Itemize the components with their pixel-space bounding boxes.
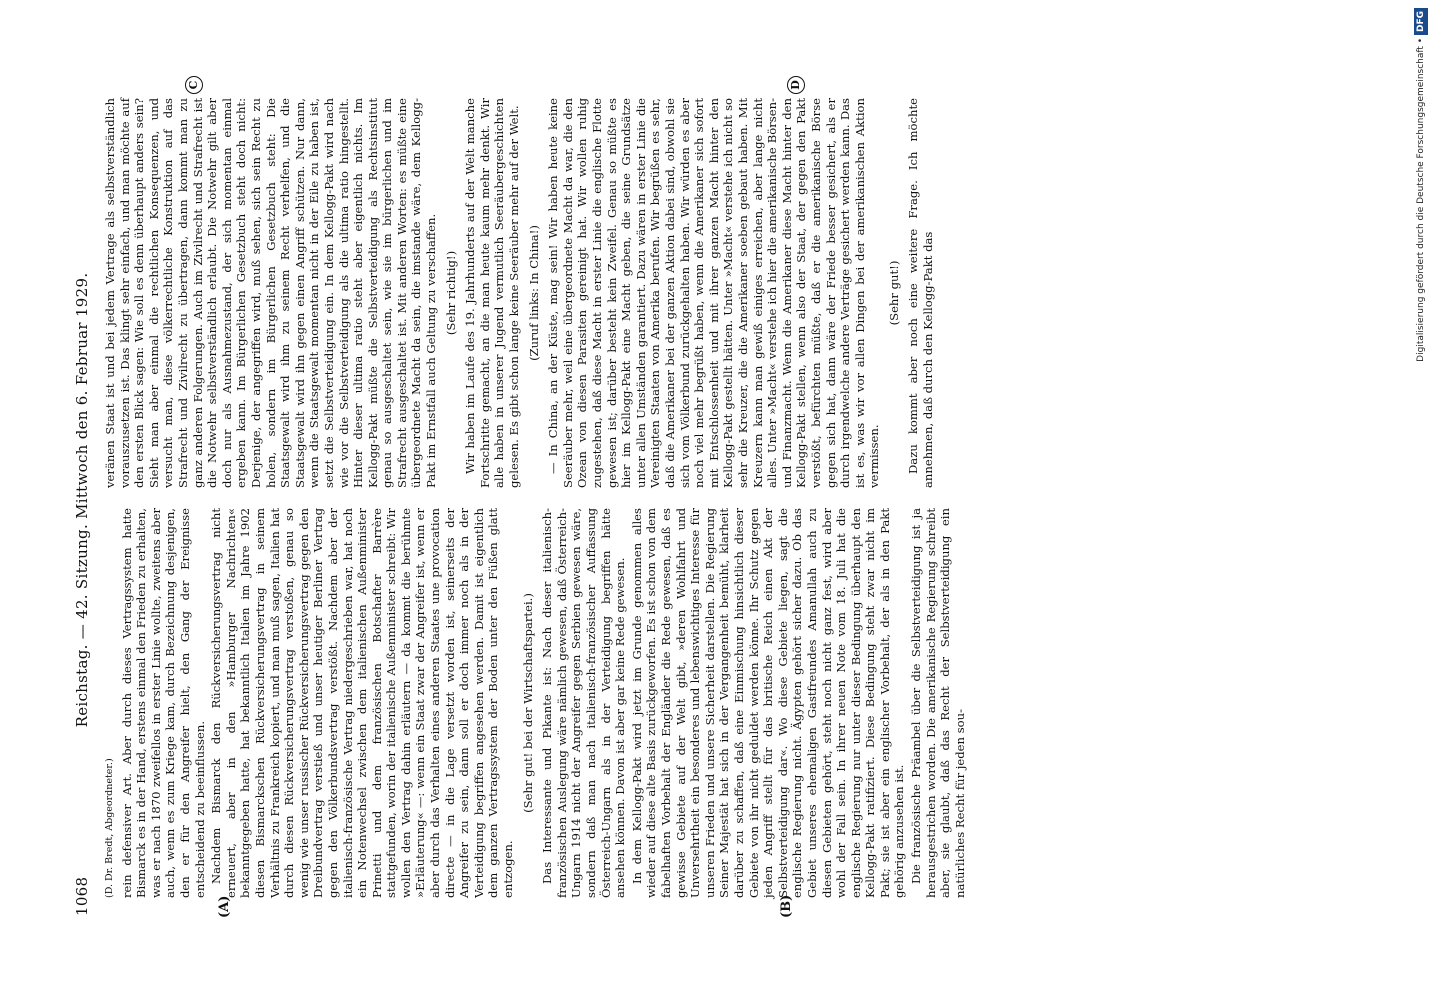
paragraph: — In China, an der Küste, mag sein! Wir haben heute keine Seeräuber mehr, weil eine übergeordnete Macht da war, die den Ozean von diesen Parasiten gereinigt hat. Wir wollen ruhig zugestehen, daß diese Macht in erster Linie die englische Flotte gewesen ist; darüber besteht kein Zweifel. Genau so müßte es hier im Kellogg-Pakt eine Macht geben, die seine Grundsätze unter allen Umständen garantiert. Dazu wären in erster Linie die Vereinigten Staaten von Amerika berufen. Wir begrüßen es sehr, daß die Amerikaner bei der ganzen Aktion dabei sind, obwohl sie sich vom Völkerbund zurückgehalten haben. Wir würden es aber noch viel mehr begrüßt haben, wenn die Amerikaner sich sofort mit Entschlossenheit und mit ihrer ganzen Macht hinter den Kellogg-Pakt gestellt hätten. Unter »Macht« verstehe ich nicht so sehr die Kreuzer, die die Amerikaner soeben gebaut haben. Mit Kreuzern kann man gewiß einiges erreichen, aber lange nicht alles. Unter »Macht« verstehe ich hier die amerikanische Börsen- und Finanzmacht. Wenn die Amerikaner diese Macht hinter den Kellogg-Pakt stellen, wenn also der Staat, der gegen den Pakt verstößt, befürchten müßte, daß er die amerikanische Börse gegen sich hat, dann wäre der Friede besser gesichert, als er durch irgendwelche andere Verträge gesichert werden kann. Das ist es, was wir vor allen Dingen bei der amerikanischen Aktion vermissen. (546, 98, 882, 488)
paragraph: In dem Kellogg-Pakt wird jetzt im Grunde genommen alles wieder auf diese alte Basis zurückgeworfen. Es ist schon von dem fabelhaften Vorbehalt der Engländer die Rede gewesen, daß es gewisse Gebiete auf der Welt gibt, »deren Wohlfahrt und Unversehrtheit ein besonderes und lebenswichtiges Interesse für unseren Frieden und unsere Sicherheit darstellen. Die Regierung Seiner Majestät hat sich in der Vergangenheit bemüht, klarheit darüber zu schaffen, daß eine Einmischung hinsichtlich dieser Gebiete von ihr nicht geduldet werden könne. Ihr Schutz gegen jeden Angriff stellt für das britische Reich einen Akt der Selbstverteidigung dar«. Wo diese Gebiete liegen, sagt die englische Regierung nicht. Ägypten gehört sicher dazu. Ob das Gebiet unseres ehemaligen Gastfreundes Amanullah auch zu diesen Gebieten gehört, steht noch nicht ganz fest, wird aber wohl der Fall sein. In ihrer neuen Note vom 18. Juli hat die englische Regierung nur unter dieser Bedingung überhaupt den Kellogg-Pakt ratifiziert. Diese Bedingung steht zwar nicht im Pakt; sie ist aber ein englischer Vorbehalt, der als in den Pakt gehörig anzusehen ist. (629, 508, 907, 898)
margin-marker-b: (B) (779, 894, 794, 918)
paragraph: Dazu kommt aber noch eine weitere Frage. Ich möchte annehmen, daß durch den Kellogg-Pakt das (906, 98, 936, 488)
left-column (103, 508, 969, 898)
dfg-logo: DFG (1414, 8, 1428, 35)
speaker-label: (D. Dr. Bredt, Abgeordneter.) (104, 758, 115, 898)
running-title: Reichstag. — 42. Sitzung. Mittwoch den 6. Februar 1929. (73, 272, 91, 728)
page-number: 1068 (73, 876, 91, 916)
margin-marker-a: (A) (217, 895, 232, 918)
digitization-credit (1410, 8, 1432, 998)
paragraph: veränen Staat ist und bei jedem Vertrage als selbstverständlich vorauszusetzen ist. Das klingt sehr einfach, und man möchte auf den ersten Blick sagen: Wie soll es denn überhaupt anders sein? Sieht man aber einmal die rechtlichen Konsequenzen, und versucht man, diese völkerrechtliche Konstruktion auf das Strafrecht und Zivilrecht zu übertragen, dann kommt man zu ganz anderen Folgerungen. Auch im Zivilrecht und Strafrecht ist die Notwehr selbstverständlich erlaubt. Die Notwehr gilt aber doch nur als Ausnahmezustand, der sich momentan einmal ergeben kann. Im Bürgerlichen Gesetzbuch steht doch nicht: Derjenige, der angegriffen wird, muß sehen, sich sein Recht zu holen, sondern im Bürgerlichen Gesetzbuch steht: Die Staatsgewalt wird ihm zu seinem Recht verhelfen, und die Staatsgewalt wird ihn gegen einen Angriff schützen. Nur dann, wenn die Staatsgewalt momentan nicht in der Eile zu haben ist, setzt die Selbstverteidigung ein. In dem Kellogg-Pakt wird nach wie vor die Selbstverteidigung als die ultima ratio hingestellt. Hinter dieser ultima ratio steht aber eigentlich nichts. Im Kellogg-Pakt müßte die Selbstverteidigung als Rechtsinstitut genau so ausgeschaltet sein, wie sie im bürgerlichen und im Strafrecht ausgeschaltet ist. Mit anderen Worten: es müßte eine übergeordnete Macht da sein, die imstande wäre, dem Kellogg-Pakt im Ernstfall auch Geltung zu verschaffen. (103, 98, 439, 488)
margin-marker-c: C (185, 76, 203, 94)
interjection: (Sehr gut!) (886, 260, 901, 326)
paragraph: rein defensiver Art. Aber durch dieses Vertragssystem hatte Bismarck es in der Hand, erstens einmal den Frieden zu erhalten, was er nach 1870 zweifellos in erster Linie wollte, zweitens aber auch, wenn es zum Kriege kam, durch Bezeichnung desjenigen, den er für den Angreifer hielt, den Gang der Ereignisse entscheidend zu beeinflussen. (119, 508, 207, 898)
paragraph: Das Interessante und Pikante ist: Nach dieser italienisch-französischen Auslegung wäre nämlich gewesen, daß Österreich-Ungarn 1914 nicht der Angreifer gegen Serbien gewesen wäre, sondern daß man nach italienisch-französischer Auffassung Österreich-Ungarn als in der Verteidigung begriffen hätte ansehen können. Davon ist aber gar keine Rede gewesen. (540, 508, 628, 898)
interjection: (Sehr gut! bei der Wirtschaftspartei.) (520, 593, 535, 813)
running-header (73, 80, 97, 920)
document-page (67, 80, 1367, 920)
paragraph: Wir haben im Laufe des 19. Jahrhunderts auf der Welt manche Fortschritte gemacht, an die man heute kaum mehr denkt. Wir alle haben in unserer Jugend vermutlich Seeräubergeschichten gelesen. Es gibt schon lange keine Seeräuber mehr auf der Welt. (463, 98, 522, 488)
paragraph: Nachdem Bismarck den Rückversicherungsvertrag nicht erneuert, aber in den »Hamburger Nachrichten« bekanntgegeben hatte, hat bekanntlich Italien im Jahre 1902 diesen Bismarckschen Rückversicherungsvertrag in seinem Verhältnis zu Frankreich kopiert, und man muß sagen, Italien hat durch diesen Rückversicherungsvertrag verstoßen, genau so wenig wie unser russischer Rückversicherungsvertrag gegen den Dreibundvertrag verstieß und unser heutiger Berliner Vertrag gegen den Völkerbundsvertrag verstößt. Nachdem aber der italienisch-französische Vertrag niedergeschrieben war, hat noch ein Notenwechsel zwischen dem italienischen Außenminister Prinetti und dem französischen Botschafter Barrère stattgefunden, worin der italienische Außenminister schreibt: Wir wollen den Vertrag dahin erläutern — da kommt die berühmte »Erläuterung« —: wenn ein Staat zwar der Angreifer ist, wenn er aber durch das Verhalten eines anderen Staates une provocation directe — in die Lage versetzt worden ist, seinerseits der Angreifer zu sein, dann soll er doch immer noch als in der Verteidigung begriffen angesehen werden. Damit ist eigentlich dem ganzen Vertragssystem der Boden unter den Füßen glatt entzogen. (209, 508, 516, 898)
paragraph: Die französische Präambel über die Selbstverteidigung ist ja herausgestrichen worden. Die amerikanische Regierung schreibt aber, sie glaubt, daß das Recht der Selbstverteidigung ein natürliches Recht für jeden sou- (909, 508, 967, 898)
interjection: (Sehr richtig!) (443, 250, 458, 336)
margin-marker-d: D (787, 76, 805, 94)
right-column (103, 98, 938, 488)
interjection: (Zuruf links: In China!) (526, 225, 541, 361)
credit-text: Digitalisierung gefördert durch die Deutsche Forschungsgemeinschaft • (1416, 37, 1426, 362)
